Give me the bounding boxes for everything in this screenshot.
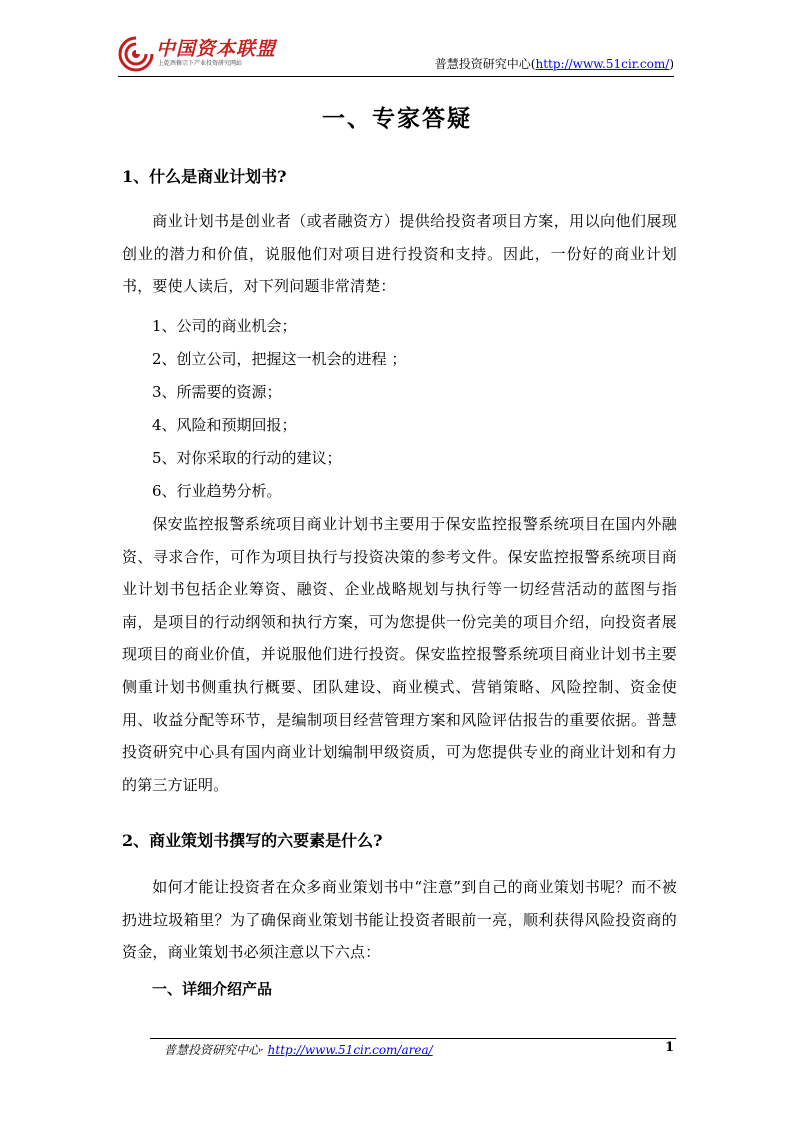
- footer-org-name: 普慧投资研究中心·: [164, 1043, 264, 1057]
- footer-org: [164, 1041, 433, 1058]
- section1-heading: 1、什么是商业计划书?: [122, 167, 287, 186]
- list-item: 4、风险和预期回报；: [152, 416, 297, 434]
- section1-intro: 商业计划书是创业者（或者融资方）提供给投资者项目方案，用以向他们展现创业的潜力和价值，说服他们对项目进行投资和支持。因此，一份好的商业计划书，要使人读后，对下列问题非常清楚：: [122, 212, 677, 296]
- page-title: 一、专家答疑: [322, 105, 472, 132]
- section2-subheading: 一、详细介绍产品: [152, 980, 273, 998]
- page-header: [118, 32, 674, 77]
- footer-link[interactable]: http://www.51cir.com/area/: [267, 1043, 433, 1057]
- list-item: 5、对你采取的行动的建议；: [152, 449, 342, 467]
- list-item: 1、公司的商业机会；: [152, 317, 297, 335]
- header-link[interactable]: http://www.51cir.com/: [535, 57, 670, 71]
- page-number: 1: [664, 1040, 674, 1055]
- header-org-name: 普慧投资研究中心: [434, 57, 531, 71]
- logo-subtitle: 上乾酉修宗下产业投资研究网站: [158, 60, 243, 67]
- section1-body: 保安监控报警系统项目商业计划书主要用于保安监控报警系统项目在国内外融资、寻求合作，可作为项目执行与投资决策的参考文件。保安监控报警系统项目商业计划书包括企业筹资、融资、企业战略规划与执行等一切经营活动的蓝图与指南，是项目的行动纲领和执行方案，可为您提供一份完美的项目介绍，向投资者展现项目的商业价值，并说服他们进行投资。保安监控报警系统项目商业计划书主要侧重计划书侧重执行概要、团队建设、商业模式、营销策略、风险控制、资金使用、收益分配等环节，是编制项目经营管理方案和风险评估报告的重要依据。普慧投资研究中心具有国内商业计划编制甲级资质，可为您提供专业的商业计划和有力的第三方证明。: [122, 515, 677, 794]
- section2-heading: 2、商业策划书撰写的六要素是什么?: [122, 831, 383, 850]
- logo-text: 中国资本联盟: [156, 38, 277, 60]
- header-org: 普慧投资研究中心(http://www.51cir.com/): [434, 57, 674, 71]
- list-item: 3、所需要的资源；: [152, 383, 282, 401]
- footer-divider: [150, 1038, 676, 1039]
- list-item: 6、行业趋势分析。: [152, 482, 282, 500]
- section2-intro: 如何才能让投资者在众多商业策划书中“注意”到自己的商业策划书呢？而不被扔进垃圾箱里？为了确保商业策划书能让投资者眼前一亮，顺利获得风险投资商的资金，商业策划书必须注意以下六点：: [122, 878, 677, 962]
- list-item: 2、创立公司，把握这一机会的进程 ；: [152, 350, 407, 368]
- logo: [118, 32, 318, 72]
- logo-swirl-icon: [118, 36, 154, 72]
